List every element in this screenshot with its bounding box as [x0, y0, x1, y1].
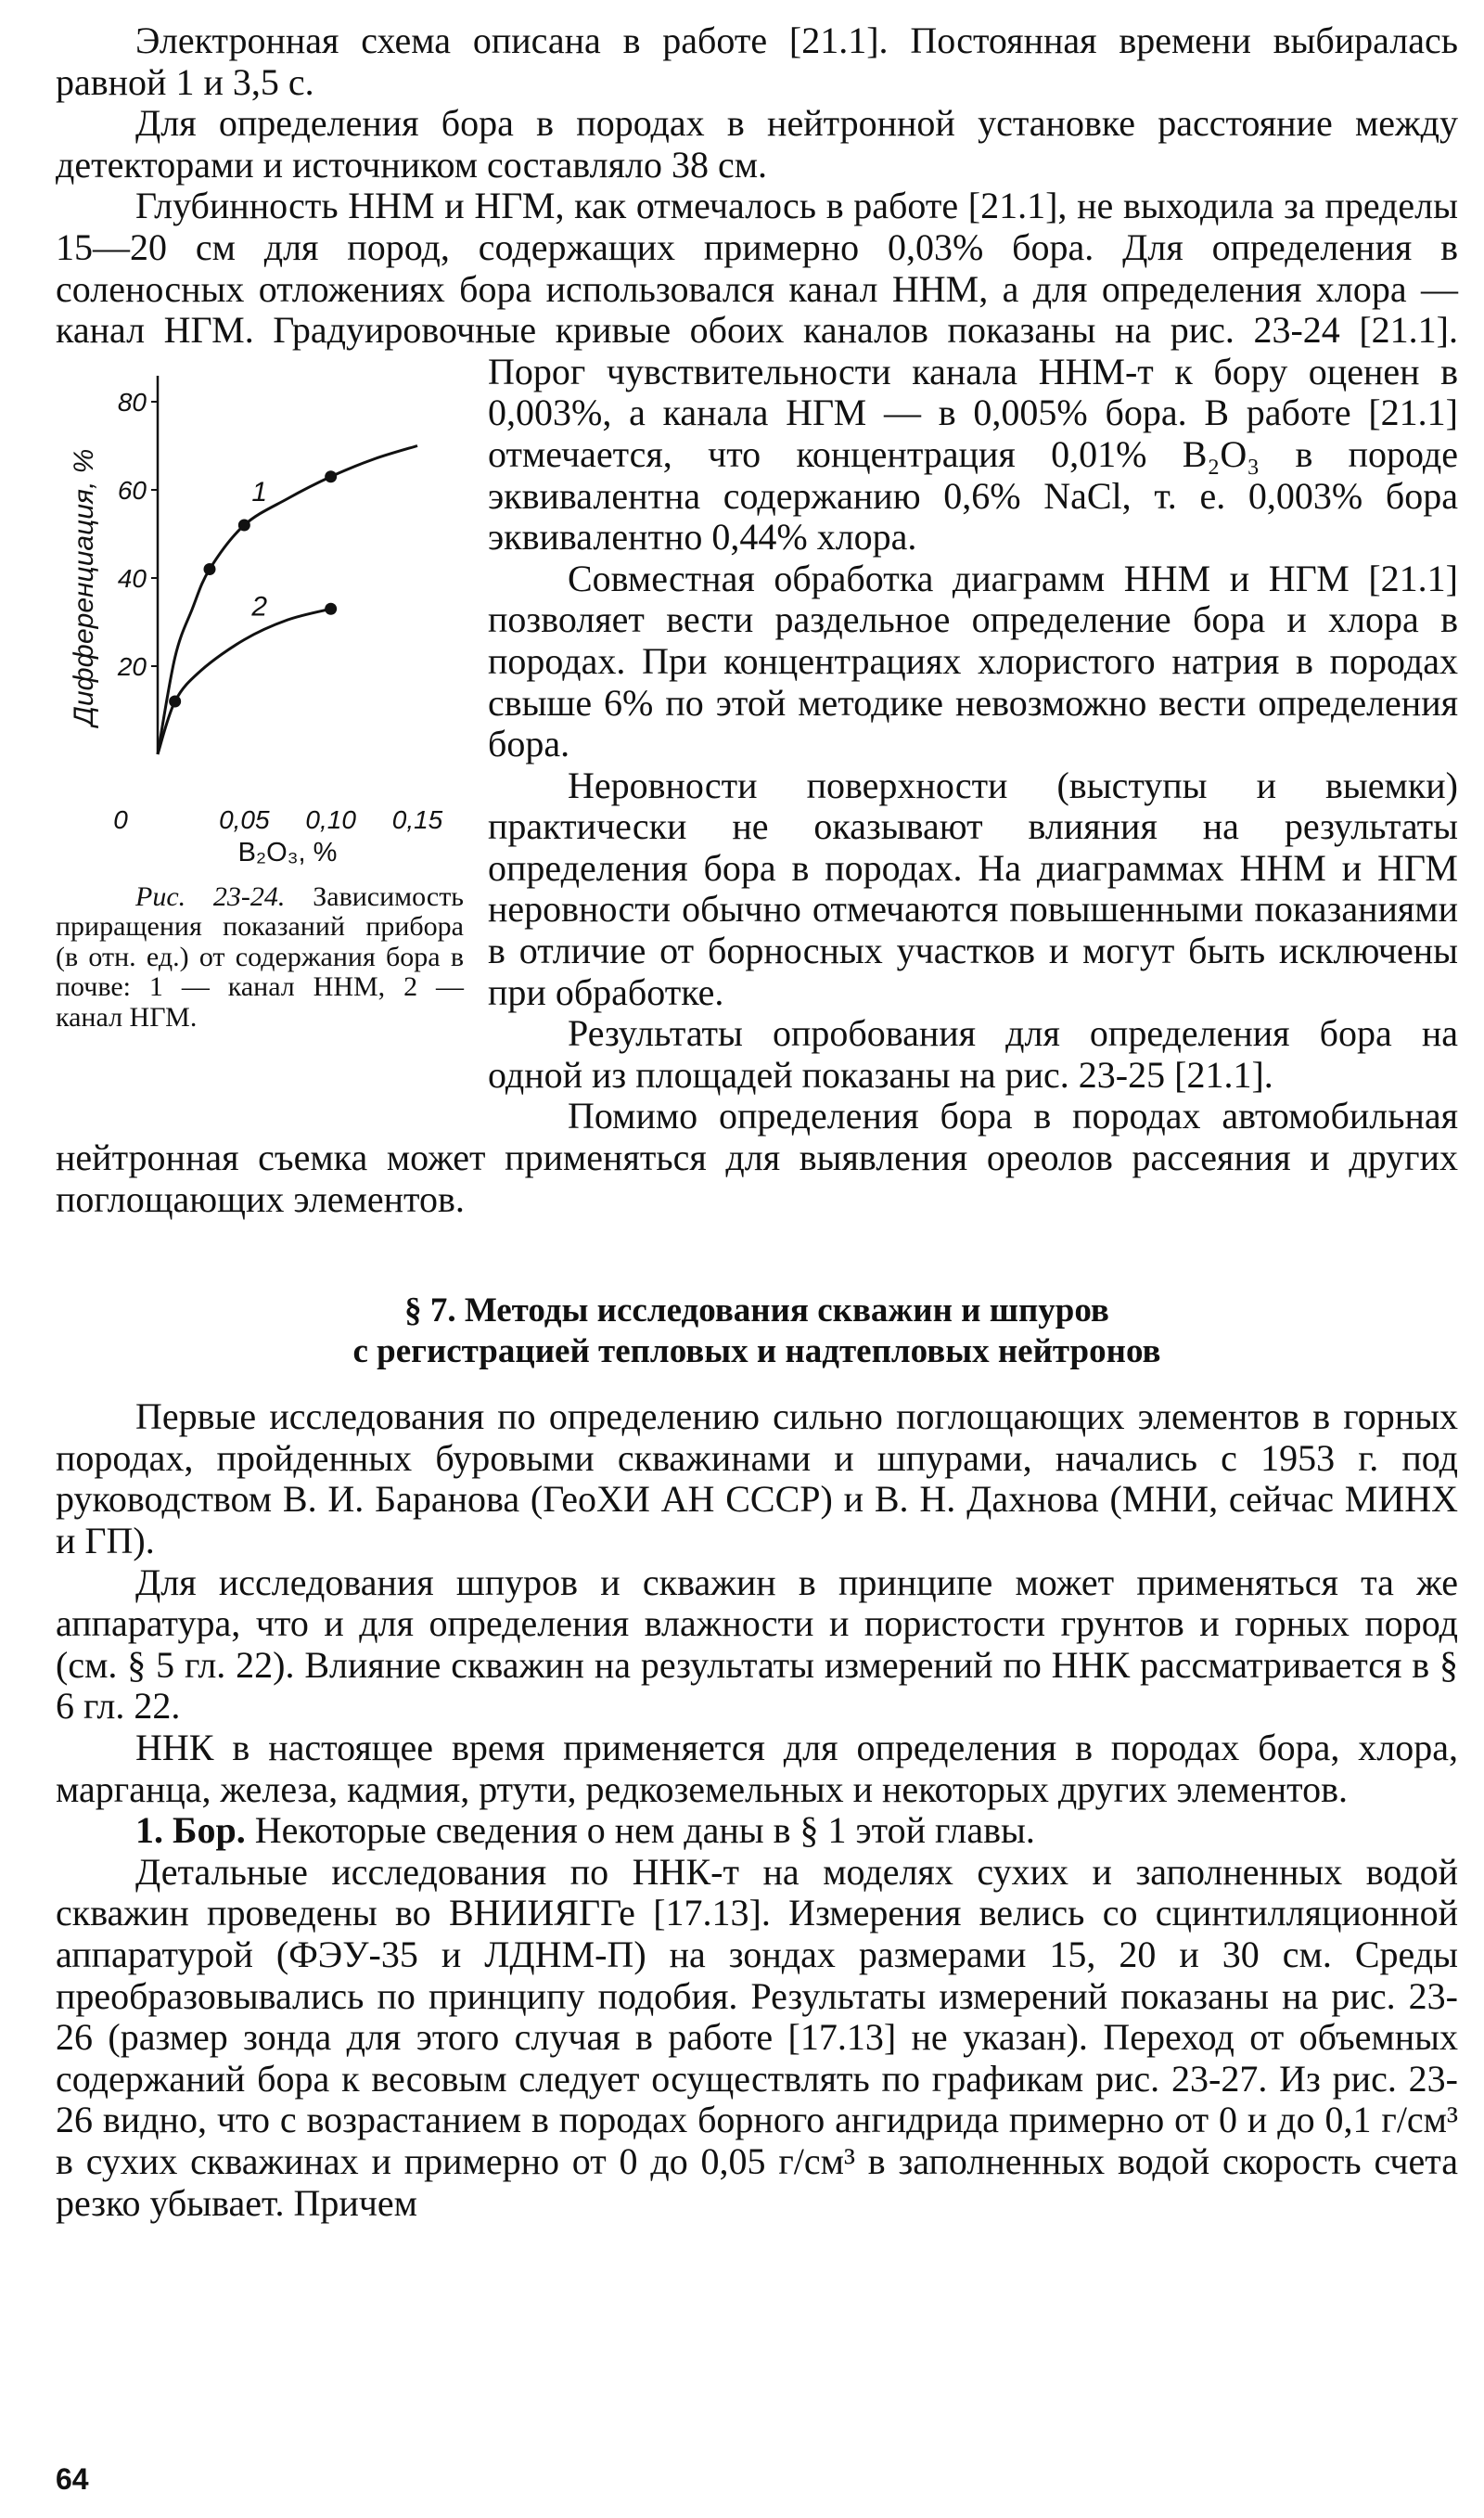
calibration-chart [56, 355, 464, 875]
paragraph-4: Совместная обработка диаграмм ННМ и НГМ [21.1] позволяет вести раздельное определение бора и хлора в породах. При концентрациях хлористого натрия в породах свыше 6% по этой методике невозможно вести определения бора. [488, 557, 1458, 765]
page-body [56, 20, 1458, 2224]
series-1-point [238, 519, 250, 531]
y-tick-label: 60 [117, 475, 147, 505]
y-axis-label: Дифференциация, % [69, 448, 99, 726]
page-number: 64 [56, 2462, 89, 2496]
paragraph-11 [56, 1810, 1458, 1852]
series-1-point [325, 470, 337, 482]
figure-caption [56, 882, 464, 1034]
paragraph-3-part-1: Глубинность ННМ и НГМ, как отмечалось в работе [21.1], не выходила за пределы 15—20 см для пород, содержащих примерно 0,03% бора. Для определения в соленосных отложениях бора использовался канал ННМ, а для определения хлора — канал НГМ. Градуировочные кривые обоих каналов показаны на рис. 23-24 [21.1]. [56, 185, 1458, 352]
y-tick-label: 40 [117, 563, 147, 593]
series-1-point [204, 563, 216, 575]
series-1-label: 1 [251, 476, 268, 507]
paragraph-8: Первые исследования по определению сильно поглощающих элементов в горных породах, пройденных буровыми скважинами и шпурами, начались с 1953 г. под руководством В. И. Баранова (ГеоХИ АН СССР) и В. Н. Дахнова (МНИ, сейчас МИНХ и ГП). [56, 1395, 1458, 1561]
figure-23-24 [56, 355, 464, 1135]
paragraph-3-part-2: Порог чувствительности канала ННМ-т к бору оценен в 0,003%, а канала НГМ — в 0,005% бора. В работе [21.1] отмечается, что концентрация 0,01% B₂O₃ в породе эквивалентна содержанию 0,6% NaCl, т. е. 0,003% бора эквивалентно 0,44% хлора. [488, 350, 1458, 559]
paragraph-10: ННК в настоящее время применяется для определения в породах бора, хлора, марганца, железа, кадмия, ртути, редкоземельных и некоторых других элементов. [56, 1726, 1458, 1810]
paragraph-12: Детальные исследования по ННК-т на моделях сухих и заполненных водой скважин проведены во ВНИИЯГГе [17.13]. Измерения велись со сцинтилляционной аппаратурой (ФЭУ-35 и ЛДНМ-П) на зондах размерами 15, 20 и 30 см. Среды преобразовывались по принципу подобия. Результаты измерений показаны на рис. 23-26 (размер зонда для этого случая в работе [17.13] не указан). Переход от объемных содержаний бора к весовым следует осуществлять по графикам рис. 23-27. Из рис. 23-26 видно, что с возрастанием в породах борного ангидрида примерно от 0 и до 0,1 г/см³ в сухих скважинах и примерно от 0 до 0,05 г/см³ в заполненных водой скорость счета резко убывает. Причем [56, 1850, 1458, 2224]
bor-text: Некоторые сведения о нем даны в § 1 этой главы. [245, 1809, 1035, 1852]
y-tick-label: 80 [117, 387, 147, 417]
series-2-point [169, 695, 181, 707]
paragraph-9: Для исследования шпуров и скважин в принципе может применяться та же аппаратура, что и для определения влажности и пористости грунтов и горных пород (см. § 5 гл. 22). Влияние скважин на результаты измерений по ННК рассматривается в § 6 гл. 22. [56, 1561, 1458, 1728]
paragraph-2: Для определения бора в породах в нейтронной установке расстояние между детекторами и источником составляло 38 см. [56, 102, 1458, 186]
paragraph-5: Неровности поверхности (выступы и выемки) практически не оказывают влияния на результаты определения бора в породах. На диаграммах ННМ и НГМ неровности обычно отмечаются повышенными показаниями в отличие от борносных участков и могут быть исключены при обработке. [488, 764, 1458, 1013]
caption-label: Рис. 23-24. [135, 880, 286, 912]
paragraph-6: Результаты опробования для определения бора на одной из площадей показаны на рис. 23-25 [21.1]. [488, 1012, 1458, 1096]
caption-text: Зависимость приращения показаний прибора (в отн. ед.) от содержания бора в почве: 1 — канал ННМ, 2 — канал НГМ. [56, 880, 464, 1033]
chart-series [158, 445, 417, 754]
paragraph-7: Помимо определения бора в породах автомобильная нейтронная съемка может применяться для выявления ореолов рассеяния и других поглощающих элементов. [56, 1095, 1458, 1220]
paragraph-1: Электронная схема описана в работе [21.1]. Постоянная времени выбиралась равной 1 и 3,5 с. [56, 19, 1458, 103]
x-tick-label: 0 [113, 804, 128, 834]
series-1-line [158, 445, 417, 754]
x-tick-label: 0,10 [305, 804, 356, 834]
y-tick-label: 20 [117, 651, 147, 681]
series-2-label: 2 [251, 591, 268, 623]
section-heading-line-1: § 7. Методы исследования скважин и шпуров [404, 1291, 1109, 1330]
x-tick-label: 0,05 [219, 804, 270, 834]
bor-label: 1. Бор. [135, 1809, 246, 1852]
x-axis-label: B₂O₃, % [237, 837, 338, 867]
x-tick-label: 0,15 [391, 804, 443, 834]
section-heading [56, 1291, 1458, 1372]
chart-ticks [113, 388, 442, 834]
section-heading-line-2: с регистрацией тепловых и надтепловых нейтронов [352, 1332, 1161, 1371]
series-2-point [325, 603, 337, 615]
